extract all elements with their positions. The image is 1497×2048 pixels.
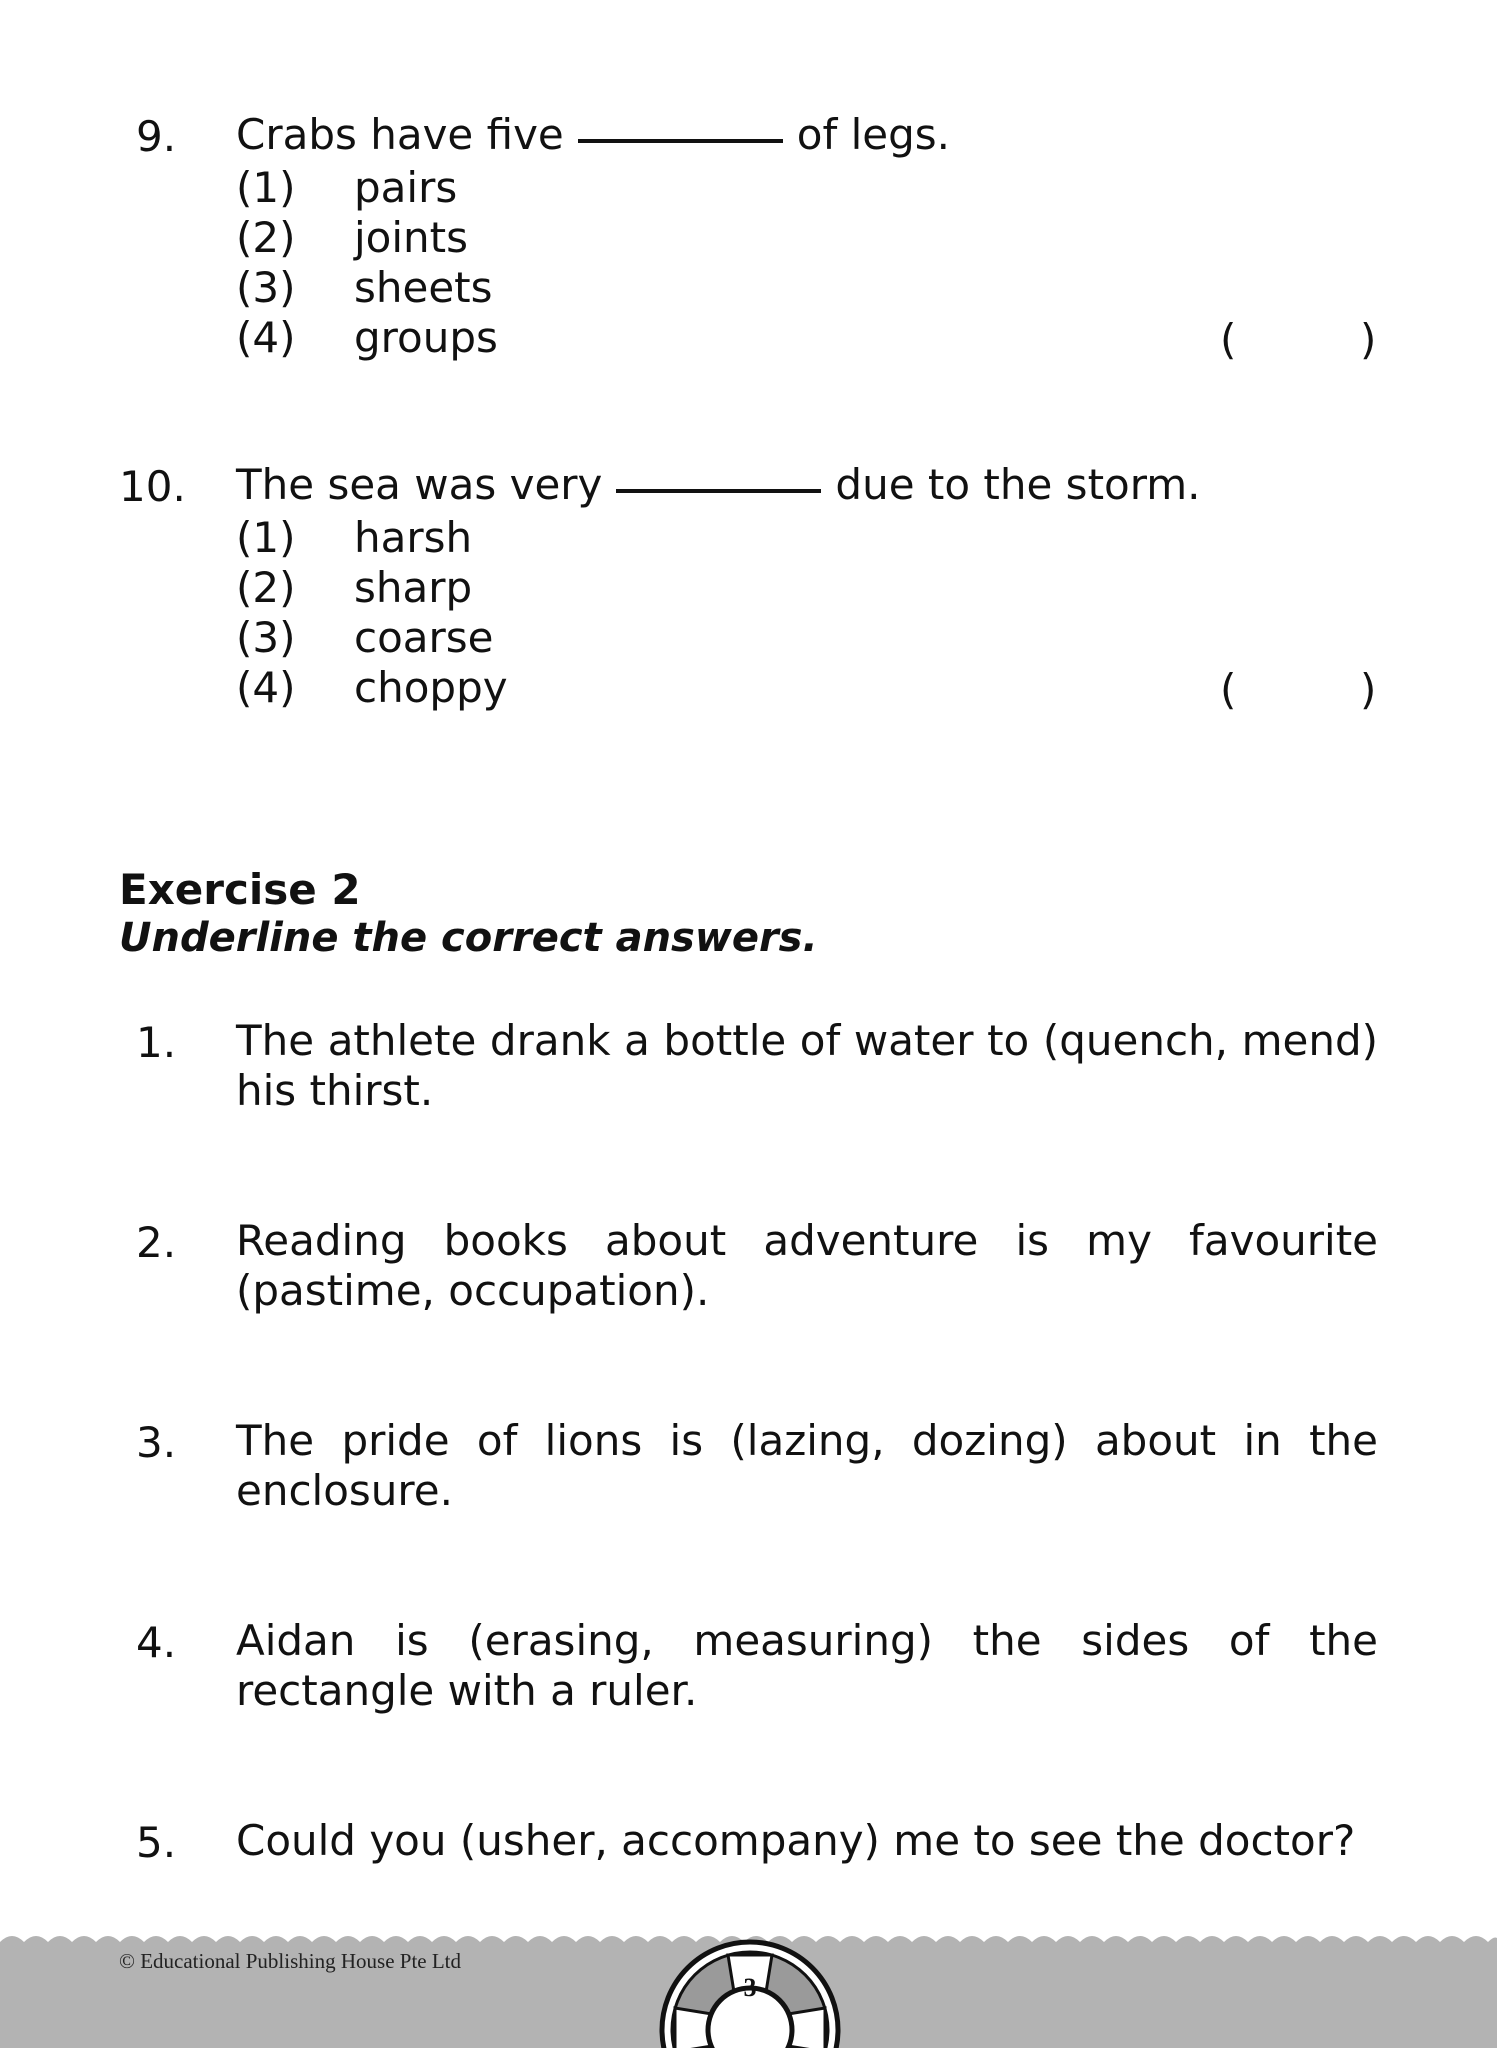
option-word: sheets <box>354 263 493 312</box>
stem-before: Crabs have five <box>236 110 564 159</box>
stem-before: The sea was very <box>236 460 603 509</box>
question-stem <box>236 460 1201 510</box>
item-text: Aidan is (erasing, measuring) the sides of the rectangle with a ruler. <box>236 1616 1378 1715</box>
answer-paren-close: ) <box>1360 315 1377 364</box>
option-word: pairs <box>354 163 458 212</box>
answer-paren-close: ) <box>1360 665 1377 714</box>
stem-after: due to the storm. <box>835 460 1201 509</box>
question-stem <box>236 110 950 160</box>
answer-blank <box>578 133 783 143</box>
option-word: harsh <box>354 513 473 562</box>
option-number: (2) <box>236 213 296 262</box>
option-word: sharp <box>354 563 473 612</box>
option-number: (3) <box>236 613 296 662</box>
item-text: Reading books about adventure is my favourite (pastime, occupation). <box>236 1216 1378 1315</box>
answer-blank <box>616 483 821 493</box>
question-number: 10. <box>119 462 186 511</box>
item-number: 1. <box>136 1018 177 1067</box>
option-word: joints <box>354 213 469 262</box>
item-number: 3. <box>136 1418 177 1467</box>
option-number: (2) <box>236 563 296 612</box>
item-number: 2. <box>136 1218 177 1267</box>
answer-paren-open: ( <box>1220 665 1237 714</box>
item-text: The athlete drank a bottle of water to (quench, mend) his thirst. <box>236 1016 1378 1115</box>
option-number: (1) <box>236 163 296 212</box>
option-word: choppy <box>354 663 508 712</box>
option-number: (4) <box>236 663 296 712</box>
option-word: coarse <box>354 613 494 662</box>
question-number: 9. <box>136 112 177 161</box>
exercise-2-title: Exercise 2 <box>119 865 361 914</box>
page-number: 3 <box>743 1973 757 2002</box>
item-text: Could you (usher, accompany) me to see the doctor? <box>236 1816 1356 1865</box>
copyright-notice: © Educational Publishing House Pte Ltd <box>119 1949 462 1973</box>
item-number: 4. <box>136 1618 177 1667</box>
item-number: 5. <box>136 1818 177 1867</box>
option-number: (3) <box>236 263 296 312</box>
option-word: groups <box>354 313 498 362</box>
item-text: The pride of lions is (lazing, dozing) about in the enclosure. <box>236 1416 1378 1515</box>
stem-after: of legs. <box>796 110 951 159</box>
answer-paren-open: ( <box>1220 315 1237 364</box>
exercise-2-instruction: Underline the correct answers. <box>119 915 818 961</box>
option-number: (4) <box>236 313 296 362</box>
option-number: (1) <box>236 513 296 562</box>
